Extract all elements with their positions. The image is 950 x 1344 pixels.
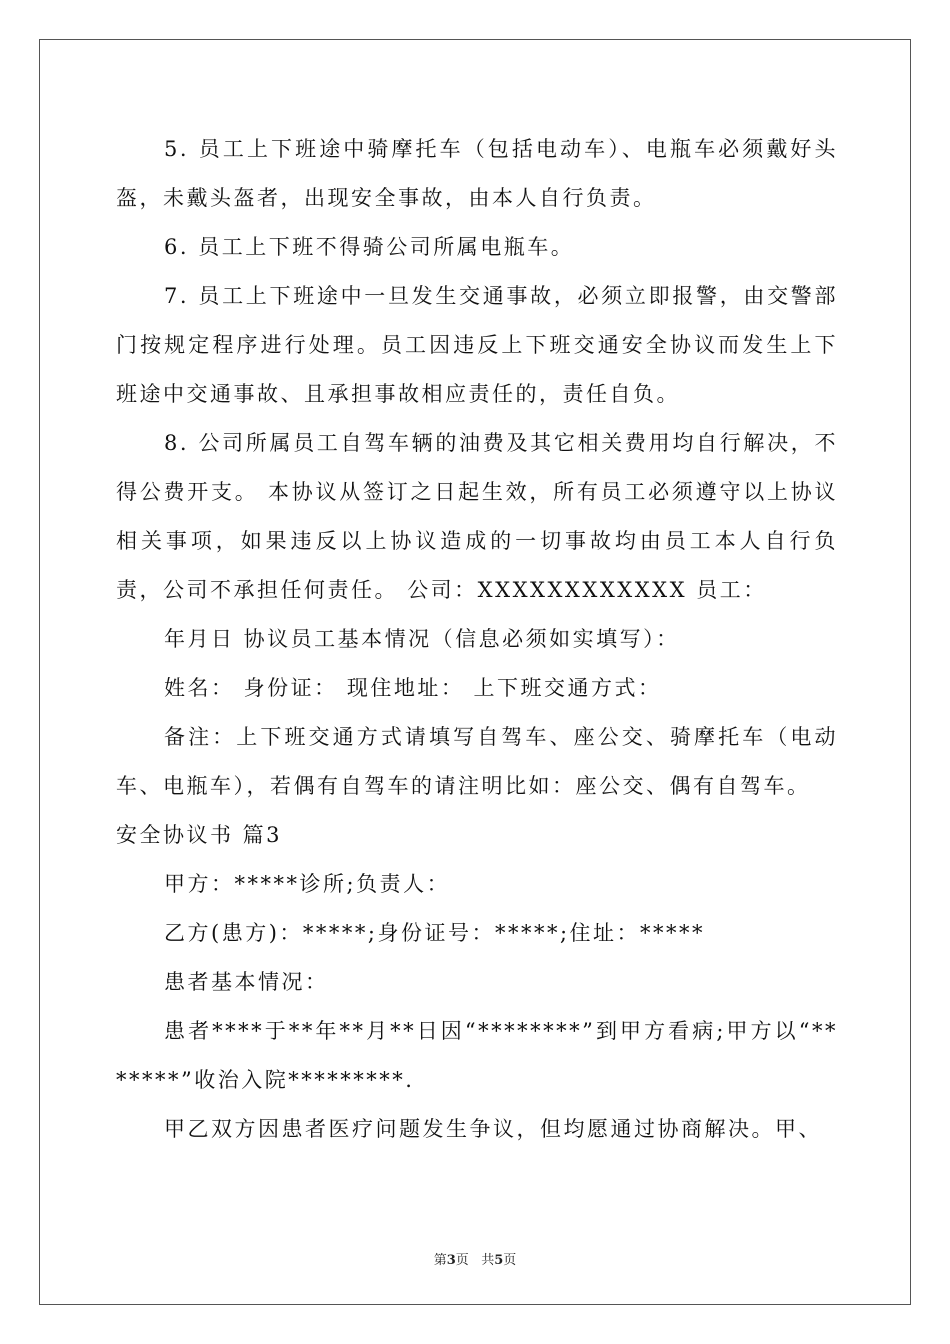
paragraph-party-a: 甲方：*****诊所;负责人： xyxy=(164,872,451,896)
footer-prefix: 第 xyxy=(433,1253,447,1268)
paragraph-patient-info: 患者****于**年**月**日因“********”到甲方看病;甲方以“*******”收治入院*********. xyxy=(116,1019,838,1092)
paragraph-date-employee-info: 年月日 协议员工基本情况（信息必须如实填写）： xyxy=(164,627,680,651)
footer-current-page: 3 xyxy=(446,1253,456,1268)
section-heading: 安全协议书 篇3 xyxy=(116,823,283,847)
paragraph-fields: 姓名： 身份证： 现住地址： 上下班交通方式： xyxy=(164,676,662,700)
paragraph-item-7: 7. 员工上下班途中一旦发生交通事故，必须立即报警，由交警部门按规定程序进行处理。员工因违反上下班交通安全协议而发生上下班途中交通事故、且承担事故相应责任的，责任自负。 xyxy=(116,284,838,406)
paragraph-item-5: 5. 员工上下班途中骑摩托车（包括电动车）、电瓶车必须戴好头盔，未戴头盔者，出现安全事故，由本人自行负责。 xyxy=(116,137,838,210)
paragraph-patient-info-heading: 患者基本情况： xyxy=(164,970,329,994)
paragraph-remarks: 备注：上下班交通方式请填写自驾车、座公交、骑摩托车（电动车、电瓶车），若偶有自驾车的请注明比如：座公交、偶有自驾车。 xyxy=(116,725,838,798)
paragraph-item-6: 6. 员工上下班不得骑公司所属电瓶车。 xyxy=(164,235,575,259)
footer-total-pages: 5 xyxy=(494,1253,504,1268)
footer-page-label: 页 xyxy=(455,1253,469,1268)
document-body xyxy=(116,125,838,1154)
paragraph-party-b: 乙方(患方)：*****;身份证号：*****;住址：***** xyxy=(164,921,706,945)
footer-total-prefix: 共 xyxy=(481,1253,495,1268)
page-footer xyxy=(0,1249,950,1268)
footer-total-label: 页 xyxy=(503,1253,517,1268)
paragraph-dispute: 甲乙双方因患者医疗问题发生争议，但均愿通过协商解决。甲、 xyxy=(164,1117,822,1141)
paragraph-item-8: 8. 公司所属员工自驾车辆的油费及其它相关费用均自行解决，不得公费开支。 本协议从签订之日起生效，所有员工必须遵守以上协议相关事项，如果违反以上协议造成的一切事故均由员工本人自行负责，公司不承担任何责任。 公司：XXXXXXXXXXXX 员工： xyxy=(116,431,838,602)
